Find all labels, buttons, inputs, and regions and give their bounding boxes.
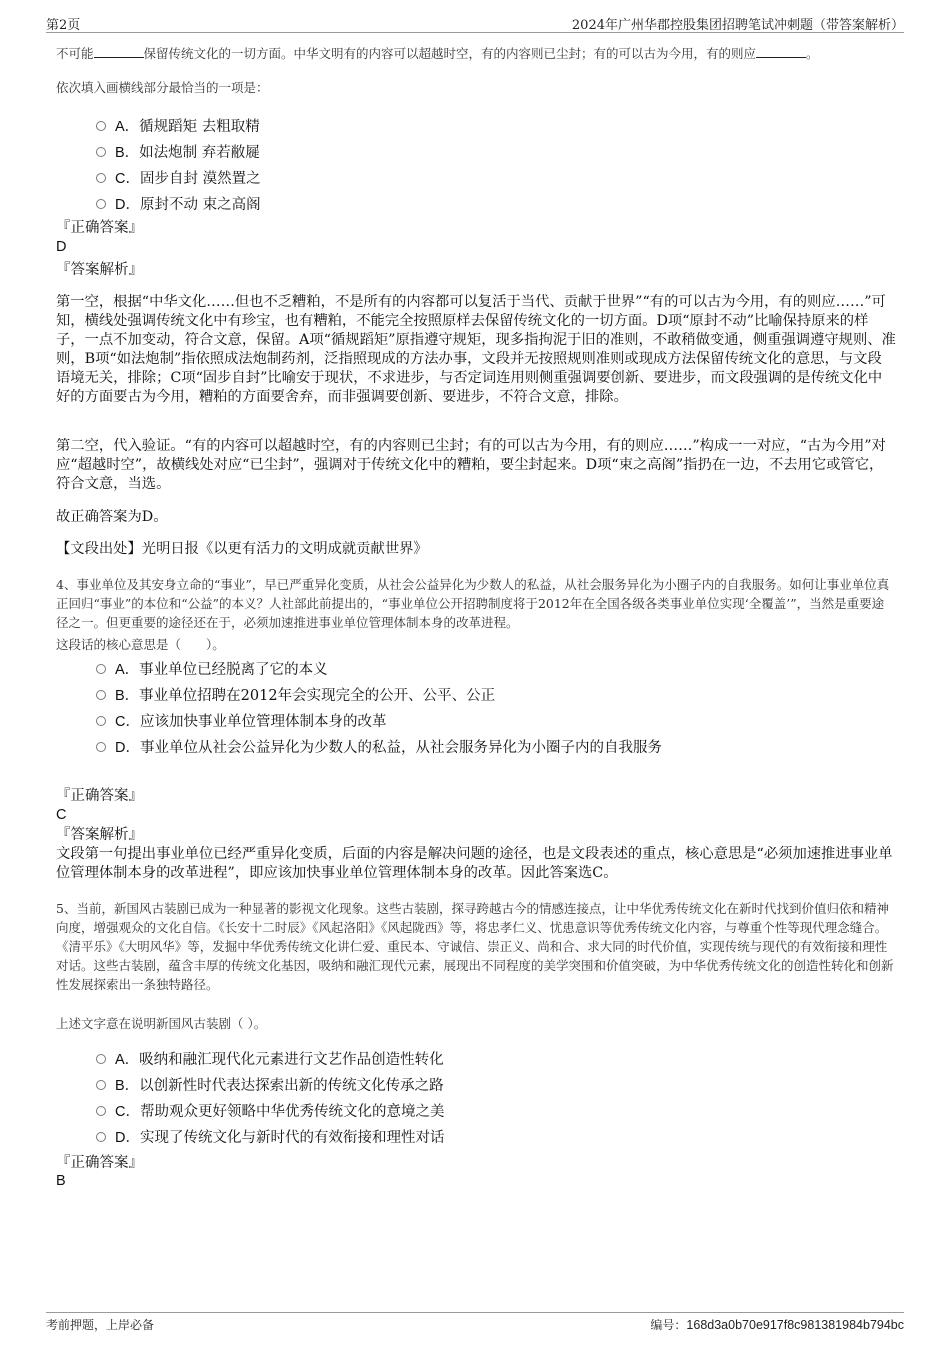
q4-answer-label: 『正确答案』 bbox=[56, 788, 143, 804]
page-footer bbox=[46, 1312, 904, 1335]
radio-icon[interactable] bbox=[96, 742, 106, 752]
q3-analysis-label: 『答案解析』 bbox=[56, 262, 143, 278]
page-number: 第2页 bbox=[46, 18, 81, 33]
q3-option-a[interactable]: A．循规蹈矩 去粗取精 bbox=[96, 115, 260, 136]
fill-blank bbox=[756, 45, 806, 58]
radio-icon[interactable] bbox=[96, 664, 106, 674]
radio-icon[interactable] bbox=[96, 716, 106, 726]
radio-icon[interactable] bbox=[96, 121, 106, 131]
q3-analysis-paragraph-2: 第二空，代入验证。“有的内容可以超越时空，有的内容则已尘封；有的可以古为今用，有的则应……”构成一一对应，“古为今用”对应“超越时空”，故横线处对应“已尘封”，强调对于传统文化中的糟粕，要尘封起来。D项“束之高阁”指扔在一边，不去用它或管它，符合文意，当选。 bbox=[56, 438, 886, 492]
radio-icon[interactable] bbox=[96, 173, 106, 183]
radio-icon[interactable] bbox=[96, 1080, 106, 1090]
q4-option-b[interactable]: B．事业单位招聘在2012年会实现完全的公开、公平、公正 bbox=[96, 684, 495, 705]
radio-icon[interactable] bbox=[96, 690, 106, 700]
q3-analysis-paragraph-1: 第一空，根据“中华文化……但也不乏糟粕，不是所有的内容都可以复活于当代、贡献于世界”“有的可以古为今用，有的则应……”可知，横线处强调传统文化中有珍宝，也有糟粕，不能完全按照原样去保留传统文化的一切方面。D项“原封不动”比喻保持原来的样子，一点不加变动，符合文意，保留。A项“循规蹈矩”原指遵守规矩，现多指拘泥于旧的准则，不敢稍做变通，侧重强调遵守规则、准则，B项“如法炮制”指依照成法炮制药剂，泛指照现成的方法办事，文段并无按照规则准则或现成方法保留传统文化的意思，与文段语境无关，排除；C项“固步自封”比喻安于现状，不求进步，与否定词连用则侧重强调要创新、要进步，而文段强调的是传统文化中好的方面要古为今用，糟粕的方面要舍弃，而非强调要创新、要进步，不符合文意，排除。 bbox=[56, 294, 896, 405]
q3-source: 【文段出处】光明日报《以更有活力的文明成就贡献世界》 bbox=[56, 541, 428, 557]
q4-analysis-label: 『答案解析』 bbox=[56, 827, 143, 843]
q5-option-d[interactable]: D．实现了传统文化与新时代的有效衔接和理性对话 bbox=[96, 1126, 444, 1147]
document-code: 编号：168d3a0b70e917f8c981381984b794bc bbox=[650, 1318, 904, 1332]
q4-analysis: 文段第一句提出事业单位已经严重异化变质，后面的内容是解决问题的途径，也是文段表述的重点，核心意思是“必须加速推进事业单位管理体制本身的改革进程”，即应该加快事业单位管理体制本身的改革。因此答案选C。 bbox=[56, 846, 893, 881]
q5-answer-label: 『正确答案』 bbox=[56, 1155, 143, 1171]
radio-icon[interactable] bbox=[96, 1054, 106, 1064]
page-header bbox=[46, 12, 904, 33]
q4-stem: 4、事业单位及其安身立命的“事业”，早已严重异化变质，从社会公益异化为少数人的私益，从社会服务异化为小圈子内的自我服务。如何让事业单位真正回归“事业”的本位和“公益”的本义？人社部此前提出的，“事业单位公开招聘制度将于2012年在全国各级各类事业单位实现‘全覆盖’”，当然是重要途径之一。但更重要的途径还在于，必须加速推进事业单位管理体制本身的改革进程。 bbox=[56, 577, 890, 630]
q3-analysis-conclusion: 故正确答案为D。 bbox=[56, 509, 168, 525]
q5-answer: B bbox=[56, 1173, 66, 1189]
fill-blank bbox=[94, 45, 144, 58]
q3-answer: D bbox=[56, 239, 67, 255]
q4-answer: C bbox=[56, 807, 67, 823]
q4-option-a[interactable]: A．事业单位已经脱离了它的本义 bbox=[96, 658, 328, 679]
q5-option-c[interactable]: C．帮助观众更好领略中华优秀传统文化的意境之美 bbox=[96, 1100, 444, 1121]
q3-answer-label: 『正确答案』 bbox=[56, 220, 143, 236]
q3-prompt: 依次填入画横线部分最恰当的一项是： bbox=[56, 80, 269, 95]
q4-option-d[interactable]: D．事业单位从社会公益异化为少数人的私益，从社会服务异化为小圈子内的自我服务 bbox=[96, 736, 662, 757]
document-title: 2024年广州华郡控股集团招聘笔试冲刺题（带答案解析） bbox=[571, 18, 904, 33]
q5-prompt: 上述文字意在说明新国风古装剧（ ）。 bbox=[56, 1016, 267, 1031]
q5-option-b[interactable]: B．以创新性时代表达探索出新的传统文化传承之路 bbox=[96, 1074, 444, 1095]
radio-icon[interactable] bbox=[96, 147, 106, 157]
q5-stem: 5、当前，新国风古装剧已成为一种显著的影视文化现象。这些古装剧，探寻跨越古今的情感连接点，让中华优秀传统文化在新时代找到价值归依和精神向度，增强观众的文化自信。《长安十二时辰》《风起洛阳》《风起陇西》等，将忠孝仁义、忧患意识等优秀传统文化内容，与尊重个性等现代理念缝合。《清平乐》《大明风华》等，发掘中华优秀传统文化讲仁爱、重民本、守诚信、崇正义、尚和合、求大同的时代价值，实现传统与现代的有效衔接和理性对话。这些古装剧，蕴含丰厚的传统文化基因，吸纳和融汇现代元素，展现出不同程度的美学突围和价值突破，为中华优秀传统文化的创造性转化和创新性发展探索出一条独特路径。 bbox=[56, 901, 894, 992]
radio-icon[interactable] bbox=[96, 1106, 106, 1116]
footer-slogan: 考前押题，上岸必备 bbox=[46, 1318, 155, 1332]
q3-stem: 不可能 保留传统文化的一切方面。中华文明有的内容可以超越时空，有的内容则已尘封；有的可以古为今用，有的则应 。 bbox=[56, 46, 819, 61]
q3-option-c[interactable]: C．固步自封 漠然置之 bbox=[96, 167, 261, 188]
q4-prompt: 这段话的核心意思是（ ）。 bbox=[56, 637, 225, 652]
q4-option-c[interactable]: C．应该加快事业单位管理体制本身的改革 bbox=[96, 710, 386, 731]
radio-icon[interactable] bbox=[96, 1132, 106, 1142]
radio-icon[interactable] bbox=[96, 199, 106, 209]
q3-option-b[interactable]: B．如法炮制 弃若敝屣 bbox=[96, 141, 260, 162]
q5-option-a[interactable]: A．吸纳和融汇现代化元素进行文艺作品创造性转化 bbox=[96, 1048, 444, 1069]
q3-option-d[interactable]: D．原封不动 束之高阁 bbox=[96, 193, 261, 214]
